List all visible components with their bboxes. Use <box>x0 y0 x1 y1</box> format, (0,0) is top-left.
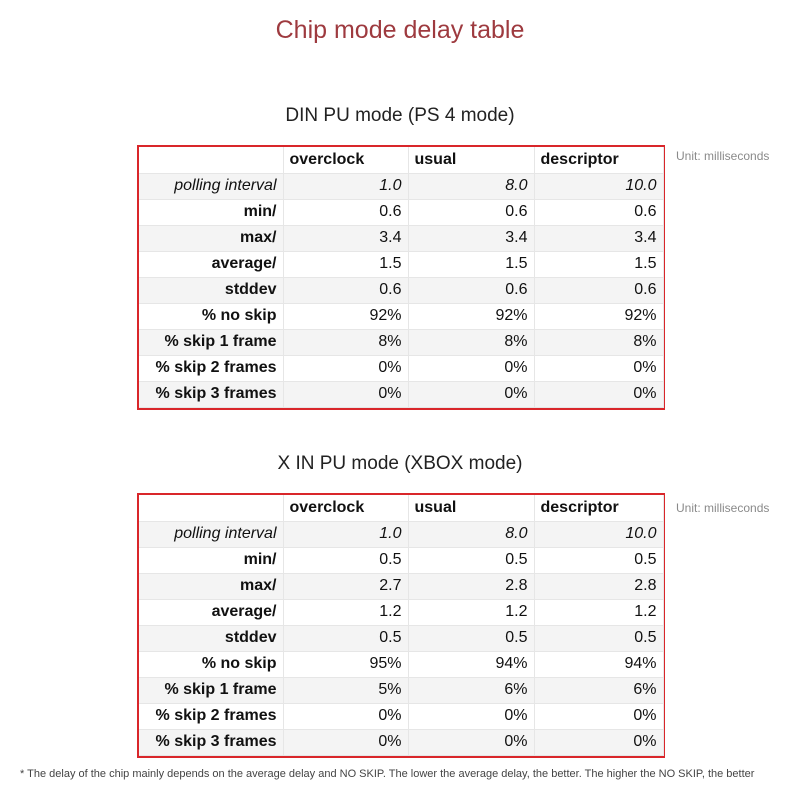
value-cell: 0.5 <box>534 547 663 573</box>
table-row <box>139 599 663 625</box>
value-cell: 0.5 <box>283 625 408 651</box>
table-row <box>139 381 663 407</box>
value-cell: 0% <box>408 703 534 729</box>
column-header: descriptor <box>534 147 663 173</box>
value-cell: 1.0 <box>283 173 408 199</box>
value-cell: 94% <box>408 651 534 677</box>
value-cell: 2.8 <box>534 573 663 599</box>
value-cell: 5% <box>283 677 408 703</box>
xbox-delay-table <box>137 493 665 758</box>
value-cell: 0% <box>283 729 408 755</box>
column-header: overclock <box>283 495 408 521</box>
row-label: stddev <box>139 277 283 303</box>
value-cell: 92% <box>534 303 663 329</box>
table-row <box>139 277 663 303</box>
value-cell: 0.6 <box>283 277 408 303</box>
value-cell: 0% <box>283 381 408 407</box>
value-cell: 1.0 <box>283 521 408 547</box>
value-cell: 1.5 <box>534 251 663 277</box>
header-corner-cell <box>139 495 283 521</box>
value-cell: 6% <box>534 677 663 703</box>
value-cell: 92% <box>408 303 534 329</box>
table-row <box>139 703 663 729</box>
row-label: average/ <box>139 251 283 277</box>
column-header: usual <box>408 495 534 521</box>
row-label: average/ <box>139 599 283 625</box>
value-cell: 3.4 <box>408 225 534 251</box>
value-cell: 0% <box>408 381 534 407</box>
table-row <box>139 521 663 547</box>
row-label: min/ <box>139 199 283 225</box>
value-cell: 0.6 <box>408 199 534 225</box>
column-header: descriptor <box>534 495 663 521</box>
value-cell: 1.5 <box>408 251 534 277</box>
value-cell: 0.5 <box>408 625 534 651</box>
row-label: % skip 3 frames <box>139 381 283 407</box>
row-label: % skip 2 frames <box>139 703 283 729</box>
value-cell: 92% <box>283 303 408 329</box>
row-label: max/ <box>139 573 283 599</box>
unit-note-xbox: Unit: milliseconds <box>676 501 770 515</box>
ps4-delay-table <box>137 145 665 410</box>
value-cell: 2.7 <box>283 573 408 599</box>
table-row <box>139 199 663 225</box>
xbox-mode-heading: X IN PU mode (XBOX mode) <box>277 453 523 474</box>
value-cell: 1.2 <box>408 599 534 625</box>
value-cell: 0.5 <box>408 547 534 573</box>
table-row <box>139 303 663 329</box>
table-header-row <box>139 495 663 521</box>
value-cell: 0% <box>534 729 663 755</box>
value-cell: 0.6 <box>534 277 663 303</box>
table-row <box>139 651 663 677</box>
value-cell: 0% <box>534 355 663 381</box>
table-row <box>139 355 663 381</box>
value-cell: 0% <box>534 703 663 729</box>
table-row <box>139 251 663 277</box>
value-cell: 0% <box>408 729 534 755</box>
table-row <box>139 625 663 651</box>
row-label: % skip 1 frame <box>139 329 283 355</box>
row-label: stddev <box>139 625 283 651</box>
value-cell: 8% <box>534 329 663 355</box>
value-cell: 2.8 <box>408 573 534 599</box>
table-row <box>139 573 663 599</box>
table-header-row <box>139 147 663 173</box>
table-row <box>139 173 663 199</box>
value-cell: 1.2 <box>534 599 663 625</box>
value-cell: 1.5 <box>283 251 408 277</box>
value-cell: 8% <box>408 329 534 355</box>
value-cell: 0% <box>283 703 408 729</box>
value-cell: 1.2 <box>283 599 408 625</box>
value-cell: 0.6 <box>283 199 408 225</box>
table-row <box>139 329 663 355</box>
table-row <box>139 547 663 573</box>
column-header: usual <box>408 147 534 173</box>
value-cell: 0.6 <box>408 277 534 303</box>
value-cell: 3.4 <box>283 225 408 251</box>
row-label: % skip 1 frame <box>139 677 283 703</box>
value-cell: 0% <box>283 355 408 381</box>
row-label: polling interval <box>139 521 283 547</box>
value-cell: 6% <box>408 677 534 703</box>
value-cell: 3.4 <box>534 225 663 251</box>
footnote: * The delay of the chip mainly depends on the average delay and NO SKIP. The lower the average delay, the better. The higher the NO SKIP, the better <box>20 768 755 780</box>
value-cell: 0% <box>534 381 663 407</box>
row-label: min/ <box>139 547 283 573</box>
table-row <box>139 677 663 703</box>
value-cell: 8.0 <box>408 173 534 199</box>
value-cell: 0% <box>408 355 534 381</box>
row-label: max/ <box>139 225 283 251</box>
value-cell: 10.0 <box>534 521 663 547</box>
column-header: overclock <box>283 147 408 173</box>
unit-note-ps4: Unit: milliseconds <box>676 149 770 163</box>
value-cell: 10.0 <box>534 173 663 199</box>
value-cell: 8% <box>283 329 408 355</box>
value-cell: 0.5 <box>283 547 408 573</box>
value-cell: 8.0 <box>408 521 534 547</box>
row-label: % skip 2 frames <box>139 355 283 381</box>
table-row <box>139 729 663 755</box>
table-row <box>139 225 663 251</box>
value-cell: 0.6 <box>534 199 663 225</box>
row-label: % skip 3 frames <box>139 729 283 755</box>
ps4-mode-heading: DIN PU mode (PS 4 mode) <box>285 105 515 126</box>
page-title: Chip mode delay table <box>275 16 525 44</box>
value-cell: 95% <box>283 651 408 677</box>
row-label: polling interval <box>139 173 283 199</box>
row-label: % no skip <box>139 303 283 329</box>
row-label: % no skip <box>139 651 283 677</box>
value-cell: 94% <box>534 651 663 677</box>
header-corner-cell <box>139 147 283 173</box>
value-cell: 0.5 <box>534 625 663 651</box>
